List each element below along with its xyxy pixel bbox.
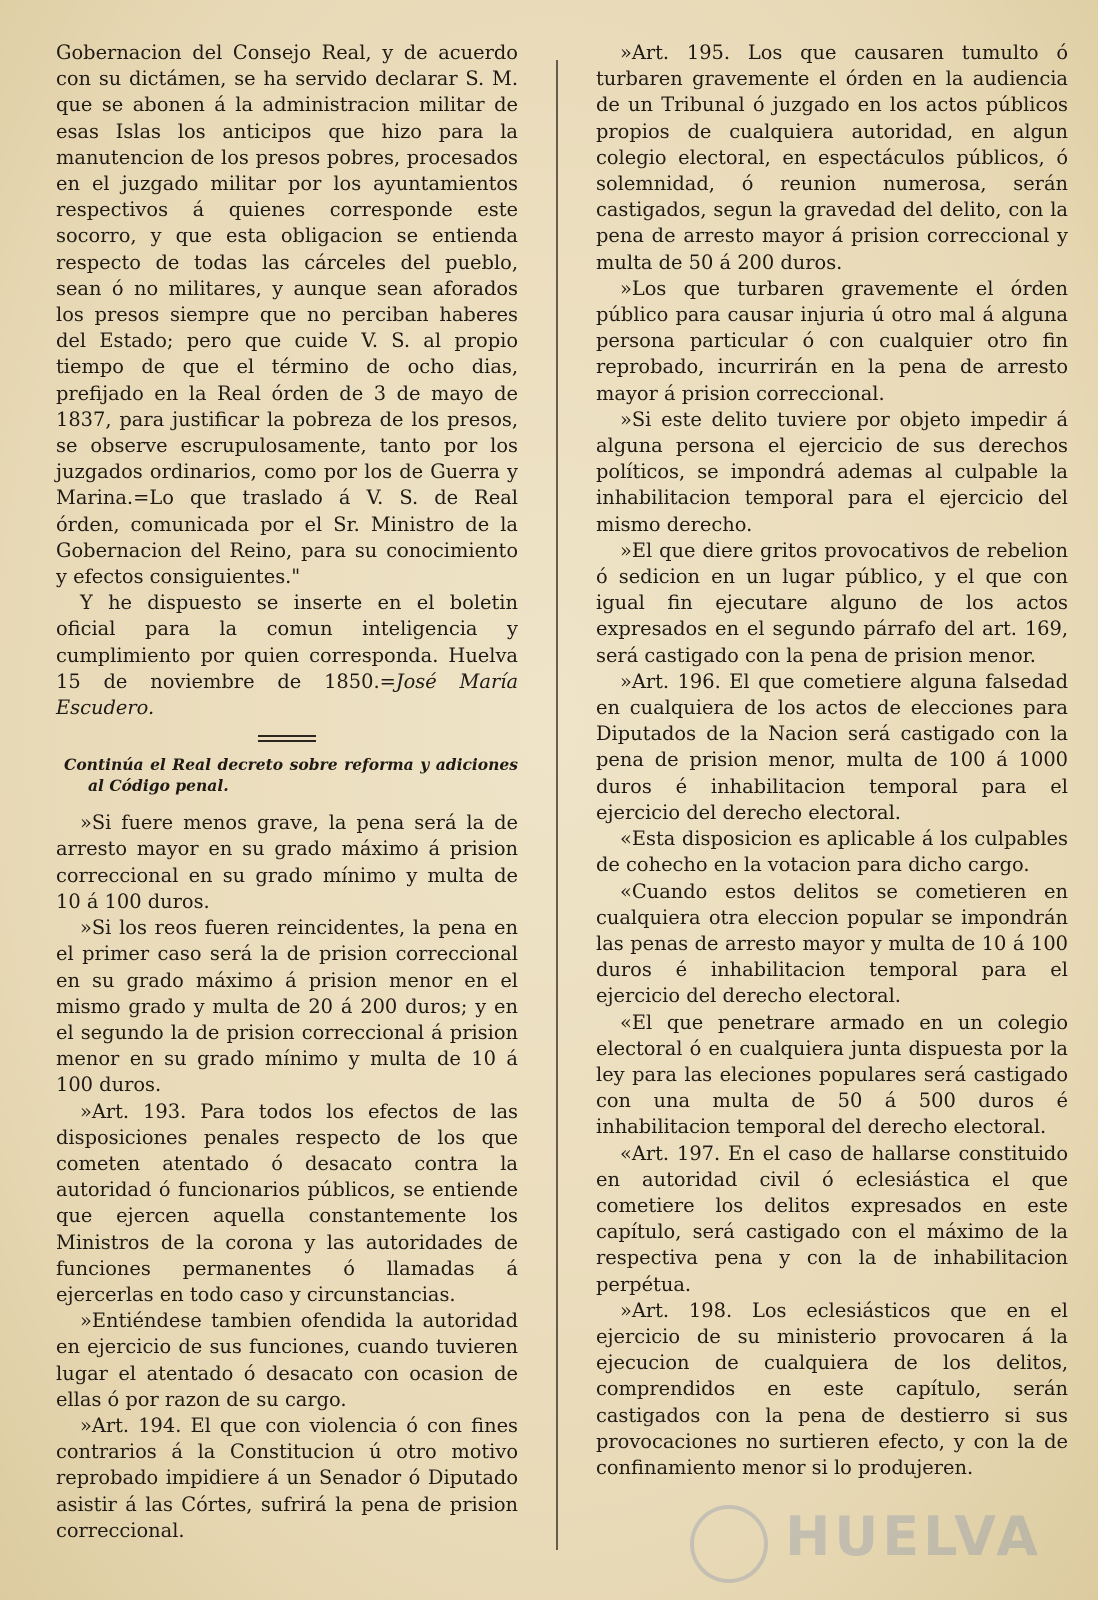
paragraph: »Art. 194. El que con violencia ó con fines contrarios á la Constitucion ú otro motivo reprobado impidiere á un Senador ó Diputado asistir á las Córtes, sufrirá la pena de prision correccional.	[56, 1413, 518, 1542]
section-divider	[258, 735, 316, 742]
paragraph: «Esta disposicion es aplicable á los culpables de cohecho en la votacion para dicho cargo.	[596, 827, 1068, 877]
watermark-text: HUELVA	[785, 1505, 1042, 1568]
paragraph: «Art. 197. En el caso de hallarse constituido en autoridad civil ó eclesiástica el que cometiere los delitos expresados en este capítulo, será castigado con el máximo de la respectiva pena y con la de inhabilitacion perpétua.	[596, 1141, 1068, 1296]
paragraph: »Art. 193. Para todos los efectos de las disposiciones penales respecto de los que cometen atentado ó desacato contra la autoridad ó funcionarios públicos, se entiende que ejercen aquella constantemente los Ministros de la corona y las autoridades de funciones permanentes ó llamadas á ejercerlas en todo caso y circunstancias.	[56, 1099, 518, 1306]
paragraph	[56, 590, 518, 721]
seal-icon	[690, 1505, 768, 1583]
paragraph: »Art. 198. Los eclesiásticos que en el ejercicio de su ministerio provocaren á la ejecucion de cualquiera de los delitos, comprendidos en este capítulo, serán castigados con la pena de destierro si sus provocaciones no surtieren efecto, y con la de confinamiento menor si lo produjeren.	[596, 1298, 1068, 1479]
left-column	[56, 40, 518, 1544]
paragraph: »Si fuere menos grave, la pena será la de arresto mayor en su grado máximo á prision correccional en su grado mínimo y multa de 10 á 100 duros.	[56, 811, 518, 913]
paragraph: »El que diere gritos provocativos de rebelion ó sedicion en un lugar público, y el que con igual fin ejecutare alguno de los actos expresados en el segundo párrafo del art. 169, será castigado con la pena de prision menor.	[596, 538, 1068, 667]
column-divider	[556, 60, 558, 1550]
signature-text: José María Escudero.	[56, 669, 519, 720]
paragraph: «El que penetrare armado en un colegio electoral ó en cualquiera junta dispuesta por la ley para las eleciones populares será castigado con una multa de 50 á 500 duros é inhabilitacion temporal del derecho electoral.	[596, 1010, 1068, 1139]
paragraph: «Cuando estos delitos se cometieren en cualquiera otra eleccion popular se impondrán las penas de arresto mayor y multa de 10 á 100 duros é inhabilitacion temporal para el ejercicio del derecho electoral.	[596, 879, 1068, 1008]
paragraph: »Los que turbaren gravemente el órden público para causar injuria ú otro mal á alguna persona particular ó con cualquier otro fin reprobado, incurrirán en la pena de arresto mayor á prision correccional.	[596, 276, 1068, 405]
paragraph: »Art. 195. Los que causaren tumulto ó turbaren gravemente el órden en la audiencia de un Tribunal ó juzgado en los actos públicos propios de cualquiera autoridad, en algun colegio electoral, en espectáculos públicos, ó solemnidad, ó reunion numerosa, serán castigados, segun la gravedad del delito, con la pena de arresto mayor á prision correccional y multa de 50 á 200 duros.	[596, 41, 1068, 274]
paragraph: »Si los reos fueren reincidentes, la pena en el primer caso será la de prision correccional en su grado máximo á prision menor en el mismo grado y multa de 20 á 200 duros; y en el segundo la de prision correccional á prision menor en su grado mínimo y multa de 10 á 100 duros.	[56, 916, 518, 1097]
paragraph: »Si este delito tuviere por objeto impedir á alguna persona el ejercicio de sus derechos políticos, se impondrá ademas al culpable la inhabilitacion temporal para el ejercicio del mismo derecho.	[596, 407, 1068, 536]
archive-watermark	[690, 1495, 1060, 1585]
paragraph: »Art. 196. El que cometiere alguna falsedad en cualquiera de los actos de elecciones para Diputados de la Nacion será castigado con la pena de prision menor, multa de 100 á 1000 duros é inhabilitacion temporal para el ejercicio del derecho electoral.	[596, 669, 1068, 824]
section-heading: Continúa el Real decreto sobre reforma y adiciones al Código penal.	[64, 755, 518, 796]
paragraph-text: Y he dispuesto se inserte en el boletin oficial para la comun inteligencia y cumplimiento por quien corresponda. Huelva 15 de noviembre de 1850.=	[56, 591, 518, 693]
paragraph: Gobernacion del Consejo Real, y de acuerdo con su dictámen, se ha servido declarar S. M. que se abonen á la administracion militar de esas Islas los anticipos que hizo para la manutencion de los presos pobres, procesados en el juzgado militar por los ayuntamientos respectivos á quienes corresponde este socorro, y que esta obligacion se entienda respecto de todas las cárceles del pueblo, sean ó no militares, y aunque sean aforados los presos siempre que no perciban haberes del Estado; pero que cuide V. S. al propio tiempo de que el término de ocho dias, prefijado en la Real órden de 3 de mayo de 1837, para justificar la pobreza de los presos, se observe escrupulosamente, tanto por los juzgados ordinarios, como por los de Guerra y Marina.=Lo que traslado á V. S. de Real órden, comunicada por el Sr. Ministro de la Gobernacion del Reino, para su conocimiento y efectos consiguientes."	[56, 41, 518, 589]
paragraph: »Entiéndese tambien ofendida la autoridad en ejercicio de sus funciones, cuando tuvieren lugar el atentado ó desacato con ocasion de ellas ó por razon de su cargo.	[56, 1309, 518, 1411]
right-column	[596, 40, 1068, 1481]
